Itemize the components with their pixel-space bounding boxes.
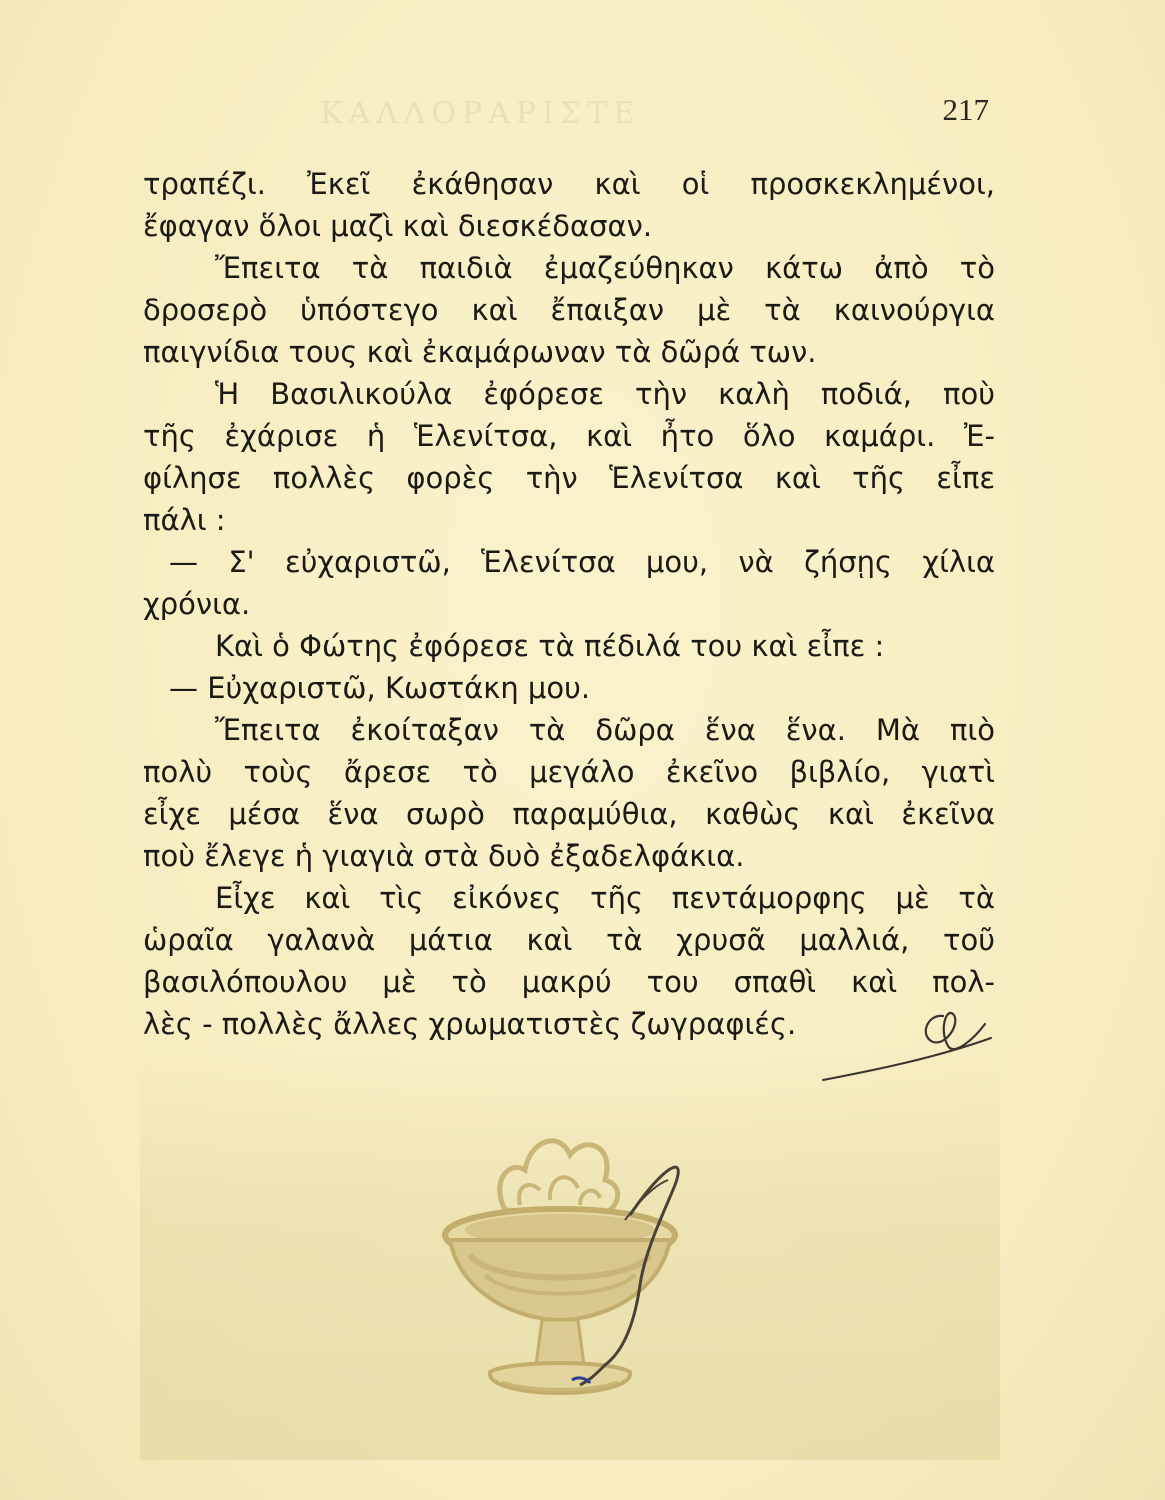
text-line: Ἔπειτα τὰ παιδιὰ ἐμαζεύθηκαν κάτω ἀπὸ τὸ (215, 251, 995, 285)
text-line: — Εὐχαριστῶ, Κωστάκη μου. (169, 671, 591, 705)
page-number: 217 (942, 92, 989, 127)
text-line: ὡραῖα γαλανὰ μάτια καὶ τὰ χρυσᾶ μαλλιά, τοῦ (143, 923, 995, 957)
text-line: δροσερὸ ὑπόστεγο καὶ ἔπαιξαν μὲ τὰ καινούργια (143, 293, 995, 327)
text-line: εἶχε μέσα ἕνα σωρὸ παραμύθια, καθὼς καὶ ἐκεῖνα (143, 797, 995, 831)
text-line: τῆς ἐχάρισε ἡ Ἑλενίτσα, καὶ ἦτο ὅλο καμάρι. Ἐ- (143, 419, 995, 453)
body-text (143, 163, 995, 1045)
text-line: τραπέζι. Ἐκεῖ ἐκάθησαν καὶ οἱ προσκεκλημένοι, (143, 167, 995, 201)
text-line: φίλησε πολλὲς φορὲς τὴν Ἑλενίτσα καὶ τῆς εἶπε (143, 461, 995, 495)
text-line: Καὶ ὁ Φώτης ἐφόρεσε τὰ πέδιλά του καὶ εἶπε : (215, 629, 885, 663)
text-line: χρόνια. (143, 587, 251, 621)
text-line: Εἶχε καὶ τὶς εἰκόνες τῆς πεντάμορφης μὲ τὰ (215, 881, 995, 915)
text-line: ἔφαγαν ὅλοι μαζὶ καὶ διεσκέδασαν. (143, 209, 653, 243)
signature-flourish (815, 1000, 1000, 1090)
text-line: βασιλόπουλου μὲ τὸ μακρύ του σπαθὶ καὶ πολ- (143, 965, 995, 999)
text-line: ποὺ ἔλεγε ἡ γιαγιὰ στὰ δυὸ ἐξαδελφάκια. (143, 839, 745, 873)
show-through-text: ΚΑΛΛΟΡΑΡΙΣΤΕ (320, 96, 642, 131)
text-line: παιγνίδια τους καὶ ἐκαμάρωναν τὰ δῶρά των. (143, 335, 817, 369)
text-line: πολὺ τοὺς ἄρεσε τὸ μεγάλο ἐκεῖνο βιβλίο, γιατὶ (143, 755, 995, 789)
text-line: Ἔπειτα ἐκοίταξαν τὰ δῶρα ἕνα ἕνα. Μὰ πιὸ (215, 713, 995, 747)
text-line: Ἡ Βασιλικούλα ἐφόρεσε τὴν καλὴ ποδιά, ποὺ (215, 377, 995, 411)
bowl-icon (430, 1110, 690, 1430)
text-line: — Σ' εὐχαριστῶ, Ἑλενίτσα μου, νὰ ζήσῃς χίλια (169, 545, 995, 579)
text-line: πάλι : (143, 503, 226, 537)
text-line: λὲς - πολλὲς ἄλλες χρωματιστὲς ζωγραφιές. (143, 1007, 797, 1041)
